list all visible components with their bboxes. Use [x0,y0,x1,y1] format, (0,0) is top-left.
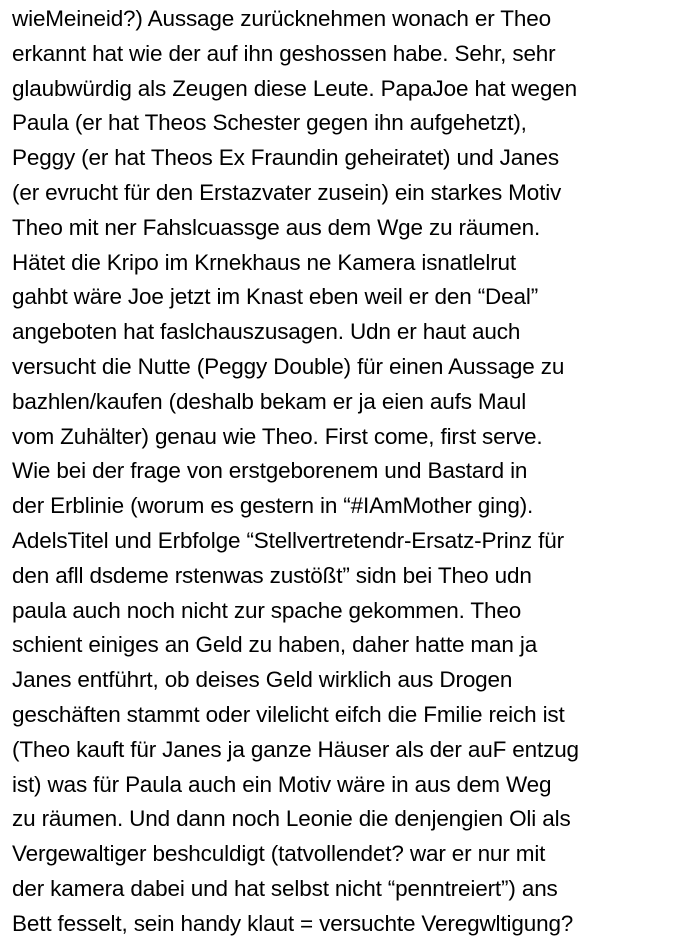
text-line-25: Vergewaltiger beshculdigt (tatvollendet? war er nur mit [12,841,546,867]
text-line-13: vom Zuhälter) genau wie Theo. First come, first serve. [12,423,543,449]
text-line-18: paula auch noch nicht zur spache gekommen. Theo [12,597,522,623]
text-line-23: ist) was für Paula auch ein Motiv wäre in aus dem Weg [12,771,552,797]
text-line-6: (er evrucht für den Erstazvater zusein) ein starkes Motiv [12,179,562,205]
text-line-26: der kamera dabei und hat selbst nicht “penntreiert”) ans [12,875,558,901]
text-line-15: der Erblinie (worum es gestern in “#IAmMother ging). [12,493,534,519]
text-line-21: geschäften stammt oder vilelicht eifch die Fmilie reich ist [12,701,565,727]
text-line-10: angeboten hat faslchauszusagen. Udn er haut auch [12,319,521,345]
text-line-12: bazhlen/kaufen (deshalb bekam er ja eien aufs Maul [12,388,527,414]
text-line-8: Hätet die Kripo im Krnekhaus ne Kamera isnatlelrut [12,249,517,275]
text-line-22: (Theo kauft für Janes ja ganze Häuser als der auF entzug [12,736,579,762]
text-line-11: versucht die Nutte (Peggy Double) für einen Aussage zu [12,353,565,379]
text-line-9: gahbt wäre Joe jetzt im Knast eben weil er den “Deal” [12,284,539,310]
text-line-7: Theo mit ner Fahslcuassge aus dem Wge zu räumen. [12,214,541,240]
text-line-2: erkannt hat wie der auf ihn geshossen habe. Sehr, sehr [12,40,556,66]
text-line-20: Janes entführt, ob deises Geld wirklich aus Drogen [12,667,513,693]
text-line-4: Paula (er hat Theos Schester gegen ihn aufgehetzt), [12,110,527,136]
text-line-27: Bett fesselt, sein handy klaut = versuchte Veregwltigung? [12,910,574,936]
text-line-17: den afll dsdeme rstenwas zustößt” sidn bei Theo udn [12,562,532,588]
text-line-3: glaubwürdig als Zeugen diese Leute. PapaJoe hat wegen [12,75,577,101]
text-line-5: Peggy (er hat Theos Ex Fraundin geheiratet) und Janes [12,145,559,171]
text-line-24: zu räumen. Und dann noch Leonie die denjengien Oli als [12,806,571,832]
text-line-19: schient einiges an Geld zu haben, daher hatte man ja [12,632,538,658]
text-line-1: wieMeineid?) Aussage zurücknehmen wonach er Theo [12,6,551,31]
text-line-16: AdelsTitel und Erbfolge “Stellvertretendr-Ersatz-Prinz für [12,527,564,553]
text-line-14: Wie bei der frage von erstgeborenem und Bastard in [12,458,528,484]
document-text [12,2,682,942]
